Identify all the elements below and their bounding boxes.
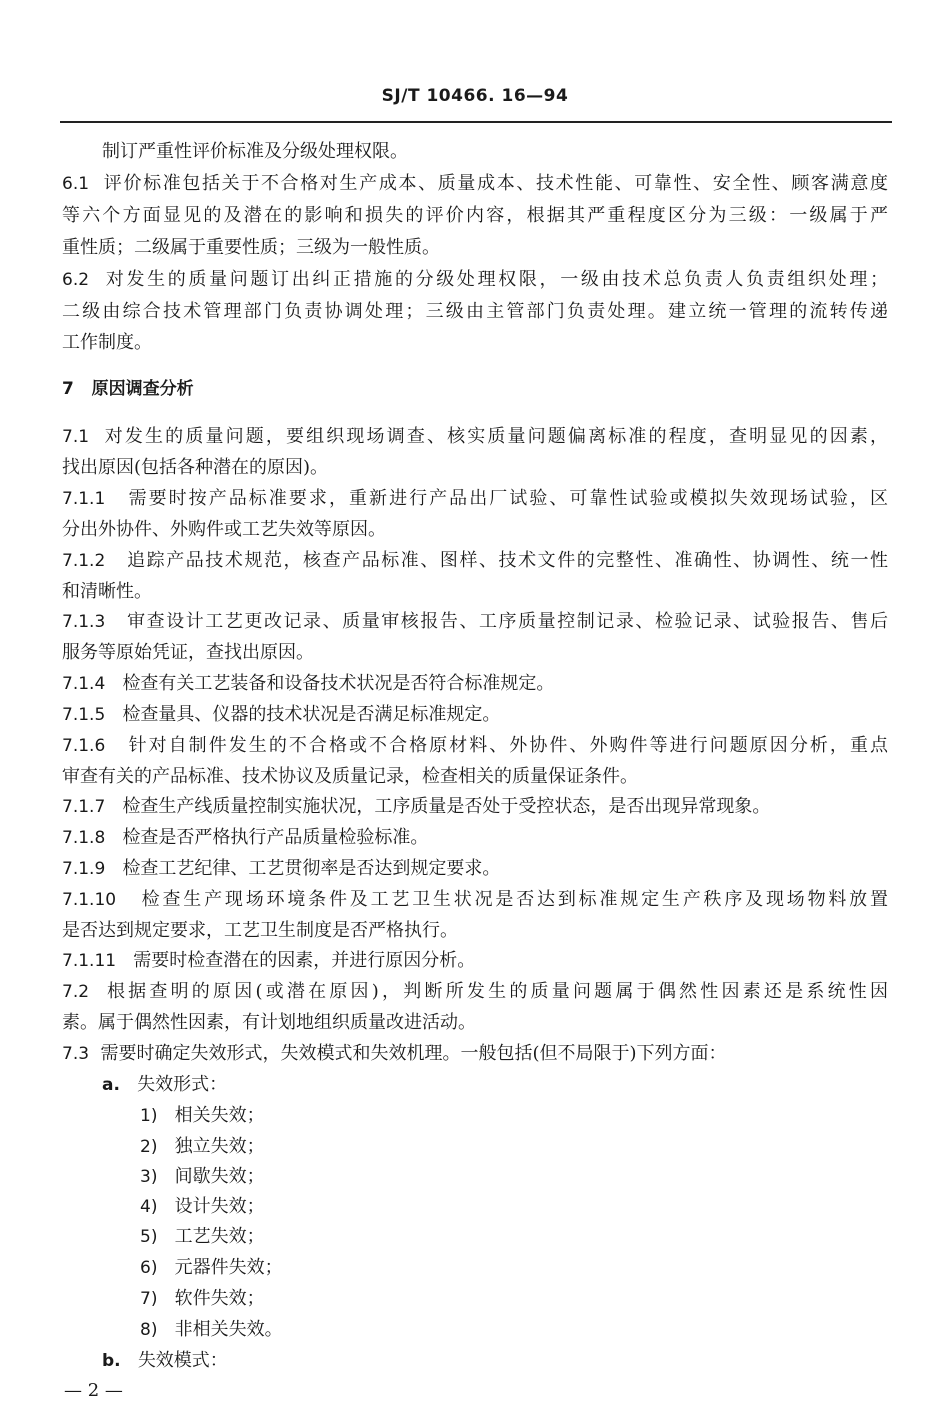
clause-text: 检查生产线质量控制实施状况，工序质量是否处于受控状态，是否出现异常现象。 [122,796,771,817]
clause-text: 需要时检查潜在的因素，并进行原因分析。 [133,950,476,971]
clause-number: 7.1.5 [62,705,106,725]
clause-7-1-3-line2: 服务等原始凭证，查找出原因。 [62,642,314,663]
item-number: 2) [140,1137,158,1157]
clause-7-1-line1 [62,422,888,452]
section-7-heading [62,374,888,404]
clause-7-1-1-line2: 分出外协件、外购件或工艺失效等原因。 [62,519,386,540]
clause-text: 检查量具、仪器的技术状况是否满足标准规定。 [122,704,501,725]
clause-7-1-line2: 找出原因(包括各种潜在的原因)。 [62,457,329,478]
clause-text: 检查有关工艺装备和设备技术状况是否符合标准规定。 [122,673,555,694]
list-title: 失效形式： [137,1074,228,1095]
item-text: 工艺失效； [174,1226,265,1247]
clause-number: 7.1.7 [62,797,106,817]
clause-number: 7.1.10 [62,890,117,910]
clause-6-2-line1 [62,265,888,295]
clause-6-2-line3: 工作制度。 [62,332,152,353]
clause-6-1-line2: 等六个方面显见的及潜在的影响和损失的评价内容，根据其严重程度区分为三级：一级属于严 [62,205,888,226]
item-number: 6) [140,1258,158,1278]
clause-text: 评价标准包括关于不合格对生产成本、质量成本、技术性能、可靠性、安全性、顾客满意度 [103,173,888,194]
clause-7-1-7 [62,792,888,822]
clause-7-1-5 [62,700,888,730]
clause-number: 7.1.3 [62,612,106,632]
clause-number: 6.1 [62,174,90,194]
list-a-heading [102,1070,888,1100]
clause-number: 7.3 [62,1044,90,1064]
clause-6-1-line1 [62,169,888,199]
clause-7-1-6-line2: 审查有关的产品标准、技术协议及质量记录，检查相关的质量保证条件。 [62,766,638,787]
item-text: 间歇失效； [174,1166,265,1187]
header-rule [60,121,892,123]
clause-number: 7.1.9 [62,859,106,879]
clause-7-3 [62,1039,888,1069]
clause-7-1-2-line2: 和清晰性。 [62,581,152,602]
list-item [140,1192,950,1222]
list-item [140,1101,950,1131]
clause-number: 7.1.4 [62,674,106,694]
document-code-header: SJ/T 10466. 16—94 [381,86,569,106]
list-item [140,1222,950,1252]
clause-7-1-8 [62,823,888,853]
clause-text: 审查设计工艺更改记录、质量审核报告、工序质量控制记录、检验记录、试验报告、售后 [127,611,888,632]
list-item [140,1315,950,1345]
page-number: — 2 — [64,1380,123,1401]
clause-7-1-1-line1 [62,484,888,514]
clause-number: 7.1.11 [62,951,117,971]
clause-7-2-line2: 素。属于偶然性因素，有计划地组织质量改进活动。 [62,1012,476,1033]
section-title: 原因调查分析 [91,379,194,399]
clause-text: 根据查明的原因(或潜在原因)，判断所发生的质量问题属于偶然性因素还是系统性因 [106,981,888,1002]
list-label: b. [102,1351,121,1371]
list-title: 失效模式： [137,1350,228,1371]
clause-number: 7.1.2 [62,551,106,571]
clause-6-1-line3: 重性质；二级属于重要性质；三级为一般性质。 [62,237,440,258]
clause-text: 对发生的质量问题订出纠正措施的分级处理权限，一级由技术总负责人负责组织处理； [105,269,888,290]
clause-7-1-10-line1 [62,885,888,915]
clause-7-1-6-line1 [62,731,888,761]
clause-6-2-line2: 二级由综合技术管理部门负责协调处理；三级由主管部门负责处理。建立统一管理的流转传递 [62,301,888,322]
clause-text: 追踪产品技术规范，核查产品标准、图样、技术文件的完整性、准确性、协调性、统一性 [127,550,888,571]
item-text: 非相关失效。 [174,1319,283,1340]
list-item [140,1284,950,1314]
clause-7-1-3-line1 [62,607,888,637]
clause-number: 7.2 [62,982,90,1002]
clause-7-1-10-line2: 是否达到规定要求，工艺卫生制度是否严格执行。 [62,920,458,941]
item-number: 5) [140,1227,158,1247]
clause-text: 检查生产现场环境条件及工艺卫生状况是否达到标准规定生产秩序及现场物料放置 [141,889,888,910]
section6-intro-continuation: 制订严重性评价标准及分级处理权限。 [102,141,408,162]
item-text: 独立失效； [174,1136,265,1157]
section-number: 7 [62,379,74,399]
item-text: 设计失效； [174,1196,265,1217]
clause-text: 检查工艺纪律、工艺贯彻率是否达到规定要求。 [122,858,501,879]
item-text: 元器件失效； [174,1257,283,1278]
clause-number: 7.1 [62,427,90,447]
item-number: 8) [140,1320,158,1340]
clause-number: 7.1.1 [62,489,106,509]
clause-7-1-11 [62,946,888,976]
clause-number: 6.2 [62,270,90,290]
list-item [140,1253,950,1283]
clause-number: 7.1.8 [62,828,106,848]
item-number: 7) [140,1289,158,1309]
clause-text: 需要时确定失效形式，失效模式和失效机理。一般包括(但不局限于)下列方面： [100,1043,727,1064]
list-item [140,1132,950,1162]
item-text: 软件失效； [174,1288,265,1309]
item-text: 相关失效； [174,1105,265,1126]
item-number: 1) [140,1106,158,1126]
clause-7-1-9 [62,854,888,884]
list-item [140,1162,950,1192]
list-label: a. [102,1075,120,1095]
clause-7-1-4 [62,669,888,699]
item-number: 3) [140,1167,158,1187]
clause-7-2-line1 [62,977,888,1007]
item-number: 4) [140,1197,158,1217]
clause-text: 针对自制件发生的不合格或不合格原材料、外协件、外购件等进行问题原因分析，重点 [128,735,888,756]
list-b-heading [102,1346,888,1376]
clause-text: 检查是否严格执行产品质量检验标准。 [122,827,429,848]
clause-7-1-2-line1 [62,546,888,576]
clause-text: 对发生的质量问题，要组织现场调查、核实质量问题偏离标准的程度，查明显见的因素， [104,426,888,447]
clause-text: 需要时按产品标准要求，重新进行产品出厂试验、可靠性试验或模拟失效现场试验，区 [128,488,888,509]
clause-number: 7.1.6 [62,736,106,756]
